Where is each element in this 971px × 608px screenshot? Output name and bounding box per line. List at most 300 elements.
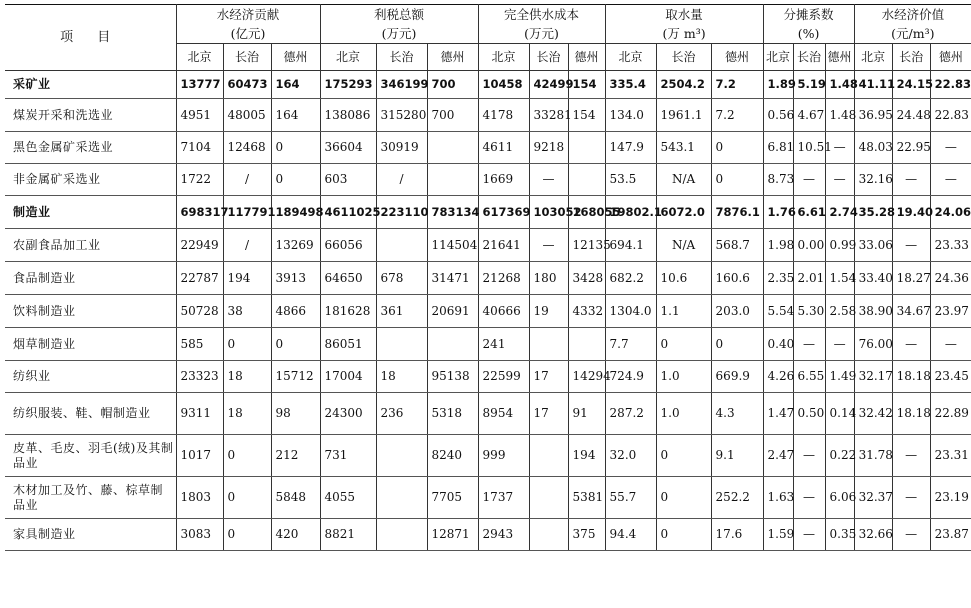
- table-cell: /: [223, 164, 271, 196]
- category-row: [5, 71, 971, 99]
- table-cell: 76.00: [854, 328, 892, 361]
- city-header: 长治: [223, 44, 271, 71]
- group-title: 水经济价值: [881, 7, 945, 22]
- table-cell: 0: [271, 132, 320, 164]
- row-label: 农副食品加工业: [5, 229, 176, 262]
- table-cell: 4055: [320, 477, 376, 519]
- table-row: [5, 164, 971, 196]
- table-cell: 33281: [529, 99, 568, 132]
- table-cell: 22.83: [930, 99, 971, 132]
- table-cell: 5.19: [793, 71, 825, 99]
- item-column-header: 项 目: [5, 5, 176, 71]
- table-cell: 36.95: [854, 99, 892, 132]
- table-cell: —: [930, 328, 971, 361]
- city-header: 北京: [605, 44, 656, 71]
- table-row: [5, 99, 971, 132]
- table-cell: 6.81: [763, 132, 793, 164]
- table-cell: 22.95: [892, 132, 930, 164]
- table-cell: 194: [223, 262, 271, 295]
- table-cell: 361: [376, 295, 427, 328]
- table-cell: 1.48: [825, 99, 854, 132]
- table-cell: 335.4: [605, 71, 656, 99]
- group-header-share-coefficient: [763, 5, 854, 44]
- city-header: 德州: [711, 44, 763, 71]
- table-cell: 1803: [176, 477, 223, 519]
- table-cell: 212: [271, 435, 320, 477]
- table-cell: 5.54: [763, 295, 793, 328]
- table-cell: 12468: [223, 132, 271, 164]
- table-cell: 1737: [478, 477, 529, 519]
- table-cell: [427, 132, 478, 164]
- table-cell: [568, 132, 605, 164]
- table-row: [5, 295, 971, 328]
- table-cell: 6.61: [793, 196, 825, 229]
- table-cell: 0: [656, 477, 711, 519]
- table-cell: 4951: [176, 99, 223, 132]
- table-cell: 420: [271, 519, 320, 551]
- table-cell: 252.2: [711, 477, 763, 519]
- table-cell: 60473: [223, 71, 271, 99]
- table-cell: 1.49: [825, 361, 854, 393]
- table-cell: 731: [320, 435, 376, 477]
- table-cell: 147.9: [605, 132, 656, 164]
- table-cell: 55.7: [605, 477, 656, 519]
- table-cell: 23.19: [930, 477, 971, 519]
- table-cell: 8.73: [763, 164, 793, 196]
- table-cell: [376, 328, 427, 361]
- table-cell: 7.2: [711, 99, 763, 132]
- group-header-water-intake: [605, 5, 763, 44]
- table-cell: 1304.0: [605, 295, 656, 328]
- table-cell: 53.5: [605, 164, 656, 196]
- table-cell: 4178: [478, 99, 529, 132]
- table-cell: 0: [271, 328, 320, 361]
- table-cell: 9218: [529, 132, 568, 164]
- table-cell: 0.14: [825, 393, 854, 435]
- table-row: [5, 393, 971, 435]
- table-cell: 669.9: [711, 361, 763, 393]
- group-title: 水经济贡献: [216, 7, 280, 22]
- table-cell: 4611: [478, 132, 529, 164]
- table-cell: 678: [376, 262, 427, 295]
- table-cell: 1.1: [656, 295, 711, 328]
- table-cell: 23.31: [930, 435, 971, 477]
- table-cell: 22787: [176, 262, 223, 295]
- group-title: 取水量: [665, 7, 703, 22]
- row-label: 纺织服装、鞋、帽制造业: [5, 393, 176, 435]
- table-cell: 0: [656, 435, 711, 477]
- table-cell: [568, 164, 605, 196]
- table-cell: 24.15: [892, 71, 930, 99]
- table-cell: 180: [529, 262, 568, 295]
- table-cell: 5318: [427, 393, 478, 435]
- table-cell: 7705: [427, 477, 478, 519]
- table-cell: 21641: [478, 229, 529, 262]
- table-cell: 18.18: [892, 361, 930, 393]
- table-cell: 783134: [427, 196, 478, 229]
- table-cell: 9311: [176, 393, 223, 435]
- table-cell: 18.27: [892, 262, 930, 295]
- table-cell: 32.16: [854, 164, 892, 196]
- table-cell: 7104: [176, 132, 223, 164]
- table-cell: 2.01: [793, 262, 825, 295]
- table-cell: 0.40: [763, 328, 793, 361]
- table-row: [5, 229, 971, 262]
- table-cell: 7.2: [711, 71, 763, 99]
- row-label: 皮革、毛皮、羽毛(绒)及其制品业: [5, 435, 176, 477]
- table-cell: 2.58: [825, 295, 854, 328]
- table-cell: 0.99: [825, 229, 854, 262]
- row-label: 饮料制造业: [5, 295, 176, 328]
- table-cell: 33.40: [854, 262, 892, 295]
- table-cell: 17: [529, 393, 568, 435]
- table-cell: —: [793, 164, 825, 196]
- group-unit: (亿元): [230, 26, 266, 41]
- row-label: 烟草制造业: [5, 328, 176, 361]
- table-cell: 8954: [478, 393, 529, 435]
- table-cell: 98: [271, 393, 320, 435]
- table-cell: 700: [427, 71, 478, 99]
- table-cell: 23323: [176, 361, 223, 393]
- table-cell: 19.40: [892, 196, 930, 229]
- table-cell: 154: [568, 71, 605, 99]
- table-row: [5, 132, 971, 164]
- table-cell: —: [892, 477, 930, 519]
- table-cell: 4332: [568, 295, 605, 328]
- table-cell: 31471: [427, 262, 478, 295]
- city-header: 北京: [176, 44, 223, 71]
- table-cell: —: [793, 435, 825, 477]
- table-cell: 999: [478, 435, 529, 477]
- table-cell: —: [930, 132, 971, 164]
- table-cell: 585: [176, 328, 223, 361]
- table-cell: —: [825, 164, 854, 196]
- table-cell: 1.0: [656, 393, 711, 435]
- header-group-row: [5, 5, 971, 44]
- table-cell: 22949: [176, 229, 223, 262]
- table-cell: 21268: [478, 262, 529, 295]
- table-row: [5, 519, 971, 551]
- table-cell: 23.33: [930, 229, 971, 262]
- table-cell: 4.26: [763, 361, 793, 393]
- row-label: 木材加工及竹、藤、棕草制品业: [5, 477, 176, 519]
- table-cell: 164: [271, 71, 320, 99]
- table-cell: 223110: [376, 196, 427, 229]
- table-cell: 0: [223, 477, 271, 519]
- table-cell: 175293: [320, 71, 376, 99]
- table-cell: 241: [478, 328, 529, 361]
- table-cell: 10.6: [656, 262, 711, 295]
- table-cell: —: [529, 164, 568, 196]
- table-cell: 236: [376, 393, 427, 435]
- table-cell: 24.36: [930, 262, 971, 295]
- table-cell: 6072.0: [656, 196, 711, 229]
- table-cell: —: [930, 164, 971, 196]
- table-cell: 95138: [427, 361, 478, 393]
- row-label: 煤炭开采和洗选业: [5, 99, 176, 132]
- table-cell: 4611025: [320, 196, 376, 229]
- table-cell: 24.48: [892, 99, 930, 132]
- city-header: 德州: [568, 44, 605, 71]
- table-cell: 6.06: [825, 477, 854, 519]
- table-row: [5, 361, 971, 393]
- table-cell: [568, 328, 605, 361]
- table-cell: —: [892, 328, 930, 361]
- table-cell: 168055: [568, 196, 605, 229]
- table-cell: 724.9: [605, 361, 656, 393]
- table-cell: 375: [568, 519, 605, 551]
- table-cell: 315280: [376, 99, 427, 132]
- table-cell: 38: [223, 295, 271, 328]
- table-cell: 0.00: [793, 229, 825, 262]
- table-cell: 694.1: [605, 229, 656, 262]
- table-cell: 2.47: [763, 435, 793, 477]
- table-cell: 203.0: [711, 295, 763, 328]
- table-cell: 13269: [271, 229, 320, 262]
- table-cell: 32.37: [854, 477, 892, 519]
- table-cell: 34.67: [892, 295, 930, 328]
- group-unit: (%): [797, 26, 820, 41]
- group-title: 分摊系数: [783, 7, 834, 22]
- table-cell: 91: [568, 393, 605, 435]
- table-cell: 38.90: [854, 295, 892, 328]
- city-header: 德州: [930, 44, 971, 71]
- table-cell: 19802.1: [605, 196, 656, 229]
- table-cell: 18: [223, 393, 271, 435]
- table-cell: 22599: [478, 361, 529, 393]
- table-cell: [427, 328, 478, 361]
- table-cell: 2504.2: [656, 71, 711, 99]
- group-header-water-value: [854, 5, 971, 44]
- table-cell: 5.30: [793, 295, 825, 328]
- table-cell: 5848: [271, 477, 320, 519]
- table-cell: 18: [376, 361, 427, 393]
- table-cell: 30919: [376, 132, 427, 164]
- city-header: 长治: [892, 44, 930, 71]
- table-cell: 23.45: [930, 361, 971, 393]
- table-cell: 13777: [176, 71, 223, 99]
- table-row: [5, 262, 971, 295]
- table-cell: —: [825, 328, 854, 361]
- table-cell: 5381: [568, 477, 605, 519]
- table-cell: N/A: [656, 164, 711, 196]
- table-cell: 33.06: [854, 229, 892, 262]
- table-cell: 0.50: [793, 393, 825, 435]
- table-cell: 0: [711, 132, 763, 164]
- city-header: 北京: [478, 44, 529, 71]
- table-cell: 287.2: [605, 393, 656, 435]
- table-row: [5, 435, 971, 477]
- table-cell: /: [376, 164, 427, 196]
- table-cell: 138086: [320, 99, 376, 132]
- table-cell: 1.89: [763, 71, 793, 99]
- city-header: 北京: [320, 44, 376, 71]
- table-cell: 2.35: [763, 262, 793, 295]
- table-cell: —: [892, 519, 930, 551]
- table-cell: 17: [529, 361, 568, 393]
- table-cell: 48005: [223, 99, 271, 132]
- table-cell: —: [793, 477, 825, 519]
- table-cell: 66056: [320, 229, 376, 262]
- table-cell: /: [223, 229, 271, 262]
- table-cell: 64650: [320, 262, 376, 295]
- group-unit: (万元): [381, 26, 417, 41]
- table-cell: 603: [320, 164, 376, 196]
- table-cell: [376, 477, 427, 519]
- table-cell: 1722: [176, 164, 223, 196]
- table-cell: [529, 519, 568, 551]
- table-cell: 1.54: [825, 262, 854, 295]
- table-cell: 2943: [478, 519, 529, 551]
- table-cell: 1.47: [763, 393, 793, 435]
- table-cell: 40666: [478, 295, 529, 328]
- table-cell: 31.78: [854, 435, 892, 477]
- table-cell: 1.63: [763, 477, 793, 519]
- row-label: 黑色金属矿采选业: [5, 132, 176, 164]
- table-cell: 32.0: [605, 435, 656, 477]
- table-cell: 1669: [478, 164, 529, 196]
- table-cell: 154: [568, 99, 605, 132]
- table-cell: —: [529, 229, 568, 262]
- table-cell: [529, 435, 568, 477]
- table-cell: 35.28: [854, 196, 892, 229]
- table-cell: 14294: [568, 361, 605, 393]
- table-cell: [427, 164, 478, 196]
- table-cell: 134.0: [605, 99, 656, 132]
- table-cell: 20691: [427, 295, 478, 328]
- table-cell: 22.89: [930, 393, 971, 435]
- table-cell: 23.97: [930, 295, 971, 328]
- table-cell: 1.76: [763, 196, 793, 229]
- table-cell: 103052: [529, 196, 568, 229]
- table-cell: 1.0: [656, 361, 711, 393]
- category-row: [5, 196, 971, 229]
- city-header: 长治: [793, 44, 825, 71]
- group-title: 完全供水成本: [504, 7, 580, 22]
- table-cell: 6.55: [793, 361, 825, 393]
- table-cell: 12871: [427, 519, 478, 551]
- table-row: [5, 477, 971, 519]
- table-cell: 3083: [176, 519, 223, 551]
- table-cell: 36604: [320, 132, 376, 164]
- city-header: 长治: [529, 44, 568, 71]
- table-cell: 0: [271, 164, 320, 196]
- water-economy-table: [5, 4, 971, 551]
- city-header: 德州: [825, 44, 854, 71]
- table-cell: 1.98: [763, 229, 793, 262]
- city-header: 德州: [271, 44, 320, 71]
- table-cell: 1017: [176, 435, 223, 477]
- table-cell: —: [793, 519, 825, 551]
- table-cell: 50728: [176, 295, 223, 328]
- city-header: 北京: [763, 44, 793, 71]
- table-cell: [376, 229, 427, 262]
- table-cell: 7876.1: [711, 196, 763, 229]
- table-cell: 4.3: [711, 393, 763, 435]
- table-cell: [529, 477, 568, 519]
- table-cell: 22.83: [930, 71, 971, 99]
- table-cell: 1.48: [825, 71, 854, 99]
- group-header-profit-tax: [320, 5, 478, 44]
- table-cell: 0: [223, 328, 271, 361]
- table-cell: —: [825, 132, 854, 164]
- table-cell: 2.74: [825, 196, 854, 229]
- table-cell: 1.59: [763, 519, 793, 551]
- table-cell: 4866: [271, 295, 320, 328]
- table-cell: 8240: [427, 435, 478, 477]
- table-cell: 23.87: [930, 519, 971, 551]
- group-header-contribution: [176, 5, 320, 44]
- table-cell: —: [892, 229, 930, 262]
- table-cell: 18.18: [892, 393, 930, 435]
- table-cell: 42499: [529, 71, 568, 99]
- table-cell: 94.4: [605, 519, 656, 551]
- table-cell: 18: [223, 361, 271, 393]
- group-unit: (万 m³): [662, 26, 706, 41]
- table-cell: —: [793, 328, 825, 361]
- table-cell: 0.56: [763, 99, 793, 132]
- row-label: 食品制造业: [5, 262, 176, 295]
- table-cell: [376, 435, 427, 477]
- table-cell: 164: [271, 99, 320, 132]
- city-header: 长治: [376, 44, 427, 71]
- table-cell: 160.6: [711, 262, 763, 295]
- water-economy-table-container: [5, 4, 971, 551]
- table-cell: 700: [427, 99, 478, 132]
- group-unit: (万元): [524, 26, 559, 41]
- table-cell: 189498: [271, 196, 320, 229]
- city-header: 北京: [854, 44, 892, 71]
- table-cell: 3428: [568, 262, 605, 295]
- table-cell: 568.7: [711, 229, 763, 262]
- table-cell: 617369: [478, 196, 529, 229]
- table-cell: 543.1: [656, 132, 711, 164]
- table-cell: —: [892, 435, 930, 477]
- table-cell: 17004: [320, 361, 376, 393]
- table-cell: 24300: [320, 393, 376, 435]
- table-cell: 32.17: [854, 361, 892, 393]
- table-cell: 8821: [320, 519, 376, 551]
- city-header: 长治: [656, 44, 711, 71]
- city-header: 德州: [427, 44, 478, 71]
- table-cell: 24.06: [930, 196, 971, 229]
- table-cell: 3913: [271, 262, 320, 295]
- table-cell: 32.42: [854, 393, 892, 435]
- table-cell: 682.2: [605, 262, 656, 295]
- table-cell: 12135: [568, 229, 605, 262]
- table-cell: 0: [656, 519, 711, 551]
- group-unit: (元/m³): [891, 26, 935, 41]
- table-cell: 194: [568, 435, 605, 477]
- row-label: 纺织业: [5, 361, 176, 393]
- group-title: 利税总额: [374, 7, 425, 22]
- table-cell: 114504: [427, 229, 478, 262]
- table-cell: N/A: [656, 229, 711, 262]
- table-cell: 0: [711, 328, 763, 361]
- table-cell: 32.66: [854, 519, 892, 551]
- table-cell: 0: [223, 435, 271, 477]
- group-header-supply-cost: [478, 5, 605, 44]
- table-cell: 346199: [376, 71, 427, 99]
- row-label: 家具制造业: [5, 519, 176, 551]
- table-cell: 0.22: [825, 435, 854, 477]
- table-cell: 17.6: [711, 519, 763, 551]
- table-cell: 48.03: [854, 132, 892, 164]
- table-cell: —: [892, 164, 930, 196]
- table-cell: 9.1: [711, 435, 763, 477]
- table-cell: 1961.1: [656, 99, 711, 132]
- table-cell: 0: [656, 328, 711, 361]
